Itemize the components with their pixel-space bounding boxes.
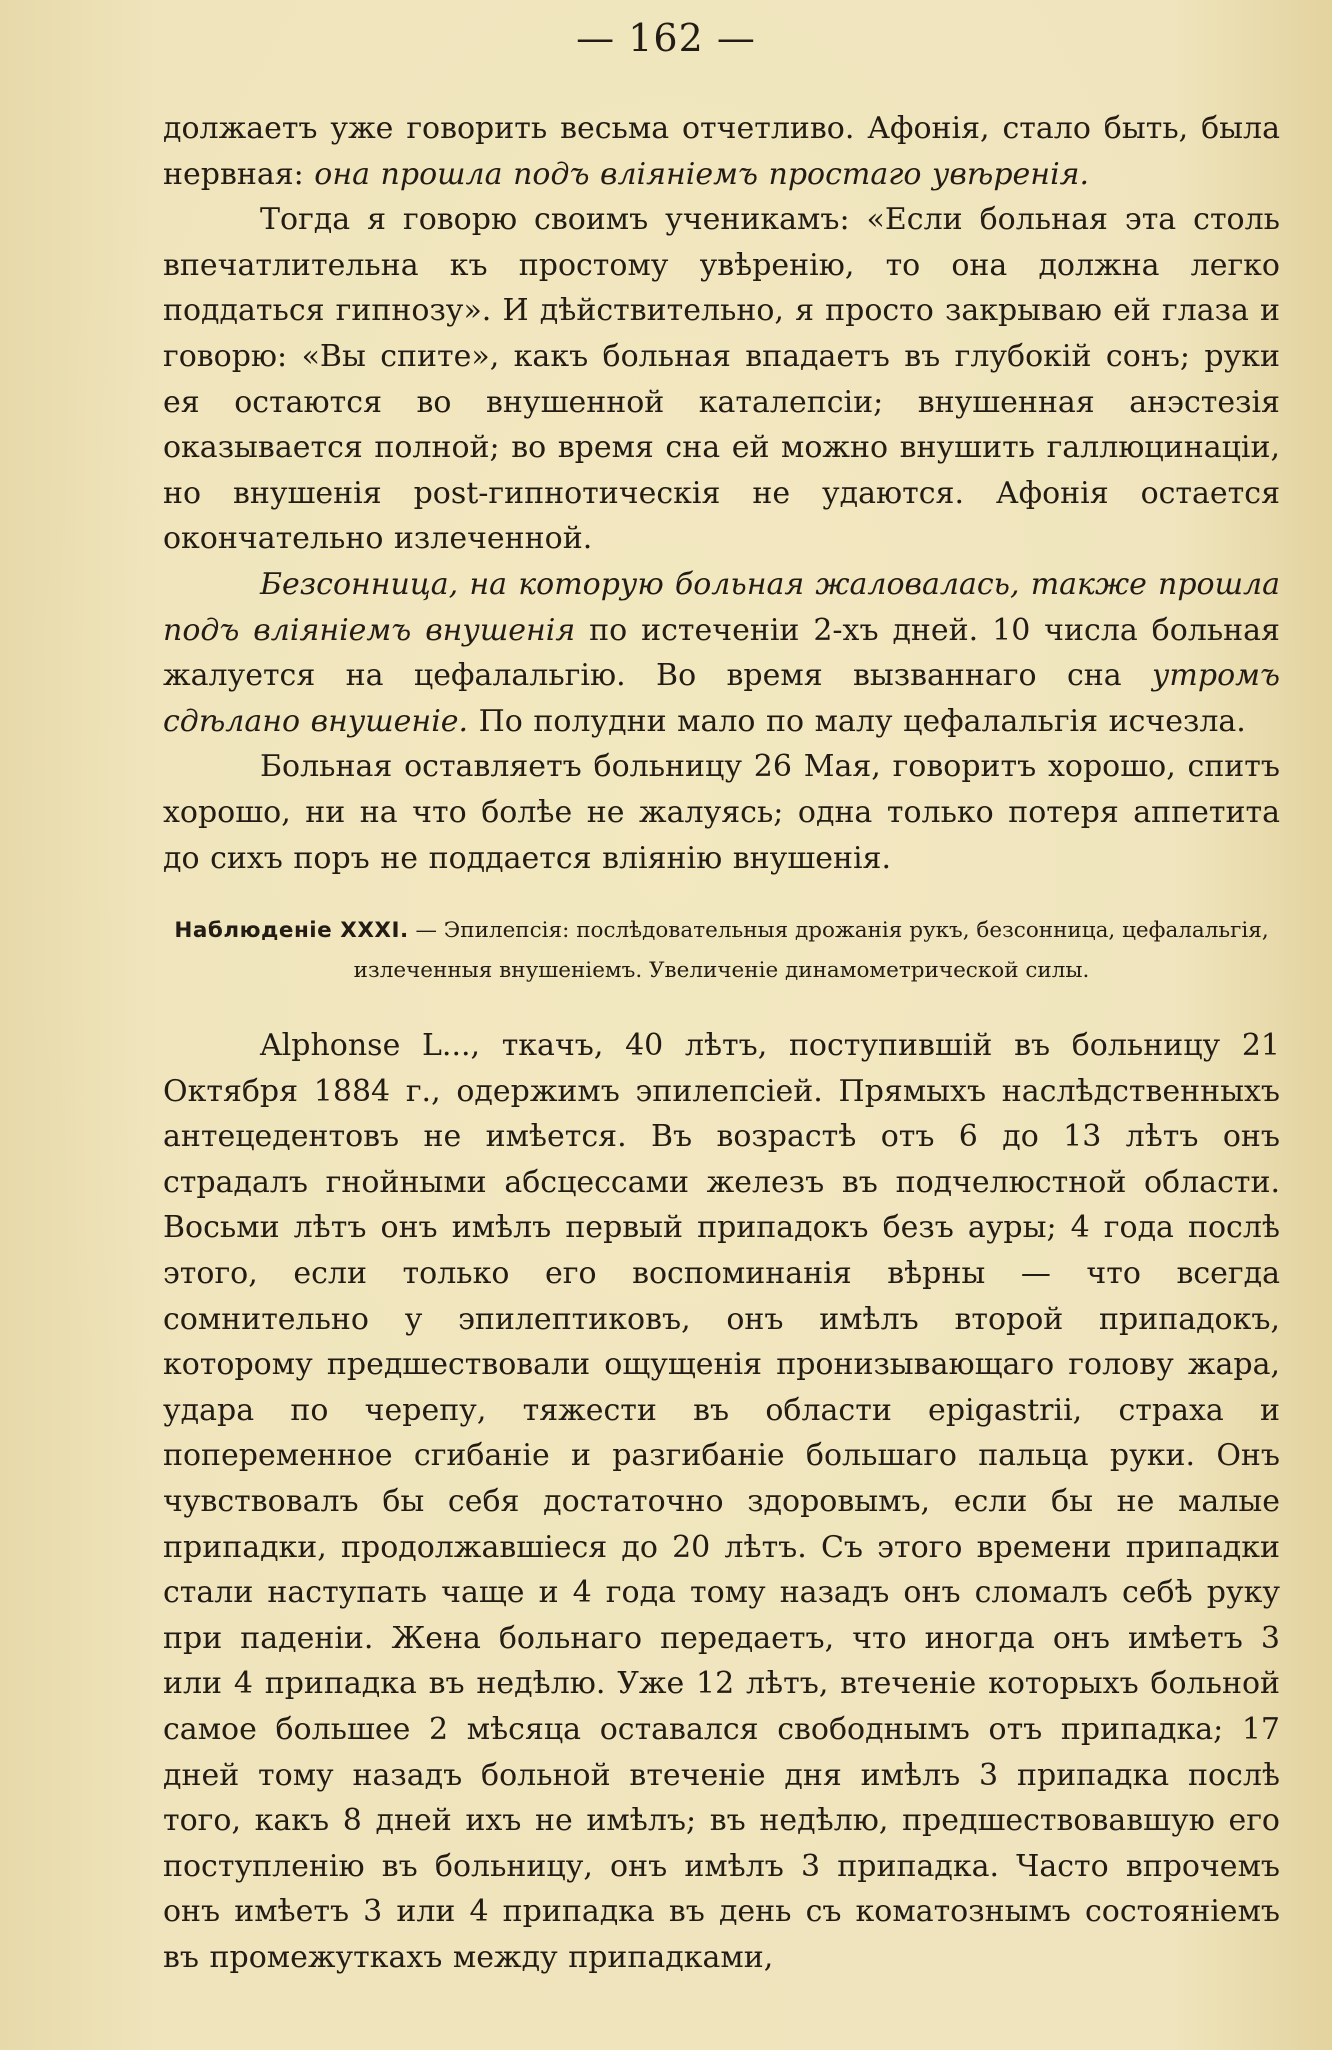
paragraph-3-text-2: По полудни мало по малу цефалальгія исчезла. bbox=[468, 703, 1246, 739]
paragraph-5-text: Alphonse L..., ткачъ, 40 лѣтъ, поступившій въ больницу 21 Октября 1884 г., одержимъ эпилепсіей. Прямыхъ наслѣдственныхъ антецедентовъ не имѣется. Въ возрастѣ отъ 6 до 13 лѣтъ онъ страдалъ гнойными абсцессами железъ въ подчелюстной области. Восьми лѣтъ онъ имѣлъ первый припадокъ безъ ауры; 4 года послѣ этого, если только его воспоминанія вѣрны — что всегда сомнительно у эпилептиковъ, онъ имѣлъ второй припадокъ, которому предшествовали ощущенія пронизывающаго голову жара, удара по черепу, тяжести въ области epigastrii, страха и попеременное сгибаніе и разгибаніе большаго пальца руки. Онъ чувствовалъ бы себя достаточно здоровымъ, если бы не малые припадки, продолжавшіеся до 20 лѣтъ. Съ этого времени припадки стали наступать чаще и 4 года тому назадъ онъ сломалъ себѣ руку при паденіи. Жена больнаго передаетъ, что иногда онъ имѣетъ 3 или 4 припадка въ недѣлю. Уже 12 лѣтъ, втеченіе которыхъ больной самое большее 2 мѣсяца оставался свободнымъ отъ припадка; 17 дней тому назадъ больной втеченіе дня имѣлъ 3 припадка послѣ того, какъ 8 дней ихъ не имѣлъ; въ недѣлю, предшествовавшую его поступленію въ больницу, онъ имѣлъ 3 припадка. Часто впрочемъ онъ имѣетъ 3 или 4 припадка въ день съ коматознымъ состояніемъ въ промежуткахъ между припадками, bbox=[163, 1028, 1280, 1975]
paragraph-5 bbox=[163, 1023, 1280, 1980]
paragraph-3-italic-1: Безсонница, на которую больная жаловалась, также прошла подъ вліяніемъ внушенія bbox=[163, 566, 1280, 648]
paragraph-1-italic: она прошла подъ вліяніемъ простаго увѣренія. bbox=[314, 156, 1090, 192]
paragraph-4-text: Больная оставляетъ больницу 26 Мая, говоритъ хорошо, спитъ хорошо, ни на что болѣе не жалуясь; одна только потеря аппетита до сихъ поръ не поддается вліянію внушенія. bbox=[163, 749, 1280, 876]
paragraph-2 bbox=[163, 197, 1280, 562]
paragraph-3-text-1: по истеченіи 2-хъ дней. 10 числа больная жалуется на цефалальгію. Во время вызваннаго сна bbox=[163, 612, 1280, 694]
page-body bbox=[163, 106, 1280, 1981]
observation-heading bbox=[163, 911, 1280, 991]
paragraph-3 bbox=[163, 562, 1280, 744]
observation-label: Наблюденіе XXXI. bbox=[174, 918, 409, 944]
page-number: — 162 — bbox=[576, 16, 756, 60]
paragraph-1 bbox=[163, 106, 1280, 197]
paragraph-2-text: Тогда я говорю своимъ ученикамъ: «Если больная эта столь впечатлительна къ простому увѣренію, то она должна легко поддаться гипнозу». И дѣйствительно, я просто закрываю ей глаза и говорю: «Вы спите», какъ больная впадаетъ въ глубокій сонъ; руки ея остаются во внушенной каталепсіи; внушенная анэстезія оказывается полной; во время сна ей можно внушить галлюцинаціи, но внушенія post-гипнотическія не удаются. Афонія остается окончательно излеченной. bbox=[163, 202, 1280, 557]
observation-title: — Эпилепсія: послѣдовательныя дрожанія рукъ, безсонница, цефалальгія, излеченныя внушеніемъ. Увеличеніе динамометрической силы. bbox=[353, 918, 1269, 984]
paragraph-1-text: должаетъ уже говорить весьма отчетливо. Афонія, стало быть, была нервная: bbox=[163, 111, 1280, 192]
paragraph-3-italic-2: утромъ сдѣлано внушеніе. bbox=[163, 658, 1280, 739]
paragraph-4 bbox=[163, 744, 1280, 881]
